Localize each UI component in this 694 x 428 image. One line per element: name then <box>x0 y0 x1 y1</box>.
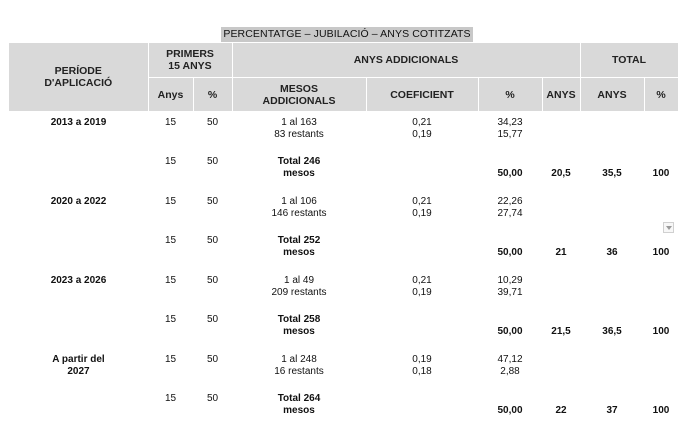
months-total-cell <box>232 230 366 270</box>
table-row <box>9 349 678 388</box>
months-cell <box>232 112 366 152</box>
pct-text: 15,77 <box>497 129 523 140</box>
first-years-cell: 15 <box>164 156 177 167</box>
months-cell <box>232 191 366 230</box>
header-mesos <box>232 78 366 112</box>
first-years-cell: 15 <box>164 393 177 404</box>
first-years-cell: 15 <box>164 235 177 246</box>
period-cell <box>9 270 148 309</box>
pct-text: 34,23 <box>497 117 523 128</box>
pct-text: 27,74 <box>497 208 523 219</box>
months-total-cell <box>232 151 366 191</box>
total-years-cell: 35,5 <box>602 167 622 179</box>
coef-text: 0,21 <box>412 117 432 128</box>
first-pct-cell: 50 <box>206 354 219 365</box>
coef-cell <box>366 270 478 309</box>
header-additional-years: ANYS ADDICIONALS <box>232 43 580 78</box>
months-text: 146 restants <box>271 208 327 219</box>
cell-dropdown-icon[interactable] <box>663 222 674 233</box>
header-total-anys: ANYS <box>580 78 644 112</box>
first-years-cell: 15 <box>164 117 177 128</box>
header-anys: Anys <box>148 78 193 112</box>
additional-pct-total-cell: 50,00 <box>497 325 523 337</box>
months-total-text: Total 264 <box>277 393 321 404</box>
months-text: 209 restants <box>271 287 327 298</box>
first-years-cell: 15 <box>164 196 177 207</box>
period-cell <box>9 349 148 388</box>
header-first15-line2: 15 ANYS <box>168 60 212 72</box>
pct-text: 47,12 <box>497 354 523 365</box>
first-pct-cell: 50 <box>206 196 219 207</box>
header-total: TOTAL <box>580 43 678 78</box>
header-coef: COEFICIENT <box>366 78 478 112</box>
total-pct-cell: 100 <box>652 404 670 416</box>
months-cell <box>232 349 366 388</box>
period-text: 2023 a 2026 <box>50 275 107 286</box>
months-text: 1 al 248 <box>281 354 317 365</box>
additional-years-cell: 22 <box>555 404 567 416</box>
additional-pct-cell <box>478 112 542 152</box>
table-row <box>9 191 678 230</box>
months-total-text: mesos <box>283 168 315 179</box>
coef-cell <box>366 112 478 152</box>
additional-pct-cell <box>478 270 542 309</box>
pct-text: 22,26 <box>497 196 523 207</box>
coef-cell <box>366 349 478 388</box>
header-pct-additional: % <box>478 78 542 112</box>
total-pct-cell: 100 <box>652 325 670 337</box>
months-total-cell <box>232 309 366 349</box>
table-row <box>9 112 678 152</box>
coef-text: 0,19 <box>412 354 432 365</box>
months-total-text: Total 258 <box>277 314 321 325</box>
pct-text: 39,71 <box>497 287 523 298</box>
coef-text: 0,18 <box>412 366 432 377</box>
table-row-total <box>9 388 678 428</box>
additional-pct-total-cell: 50,00 <box>497 246 523 258</box>
months-total-text: mesos <box>283 247 315 258</box>
table-row-total <box>9 151 678 191</box>
months-total-cell <box>232 388 366 428</box>
total-years-cell: 36 <box>606 246 618 258</box>
header-pct: % <box>193 78 232 112</box>
coef-text: 0,21 <box>412 196 432 207</box>
total-years-cell: 36,5 <box>602 325 622 337</box>
additional-years-cell: 20,5 <box>551 167 571 179</box>
header-mesos-line2: ADDICIONALS <box>262 94 336 107</box>
first-pct-cell: 50 <box>206 314 219 325</box>
table-row <box>9 270 678 309</box>
first-pct-cell: 50 <box>206 393 219 404</box>
months-text: 83 restants <box>274 129 324 140</box>
months-total-text: Total 252 <box>277 235 321 246</box>
header-period-line2: D'APLICACIÓ <box>44 77 113 89</box>
coef-text: 0,19 <box>412 287 432 298</box>
months-text: 16 restants <box>274 366 324 377</box>
header-period <box>9 43 148 112</box>
header-mesos-line1: MESOS <box>280 82 318 95</box>
header-first15-line1: PRIMERS <box>166 48 214 60</box>
first-pct-cell: 50 <box>206 235 219 246</box>
header-total-pct: % <box>644 78 678 112</box>
first-years-cell: 15 <box>164 314 177 325</box>
table-row-total <box>9 309 678 349</box>
total-pct-cell: 100 <box>652 246 670 258</box>
coef-text: 0,19 <box>412 208 432 219</box>
period-text: A partir del <box>52 354 105 365</box>
header-anys-additional: ANYS <box>542 78 580 112</box>
total-pct-cell: 100 <box>652 167 670 179</box>
period-text: 2027 <box>67 366 90 377</box>
pct-text: 2,88 <box>500 366 520 377</box>
first-pct-cell: 50 <box>206 156 219 167</box>
months-text: 1 al 106 <box>281 196 317 207</box>
period-text: 2020 a 2022 <box>50 196 107 207</box>
additional-years-cell: 21,5 <box>551 325 571 337</box>
coef-text: 0,21 <box>412 275 432 286</box>
first-pct-cell: 50 <box>206 117 219 128</box>
months-total-text: Total 246 <box>277 156 321 167</box>
pension-percentage-table <box>9 43 679 428</box>
additional-pct-total-cell: 50,00 <box>497 167 523 179</box>
first-pct-cell: 50 <box>206 275 219 286</box>
additional-pct-cell <box>478 191 542 230</box>
months-total-text: mesos <box>283 405 315 416</box>
additional-pct-total-cell: 50,00 <box>497 404 523 416</box>
header-first-15-years <box>148 43 232 78</box>
first-years-cell: 15 <box>164 275 177 286</box>
period-cell <box>9 191 148 230</box>
table-title: PERCENTATGE – JUBILACIÓ – ANYS COTITZATS <box>223 28 471 40</box>
total-years-cell: 37 <box>606 404 618 416</box>
coef-cell <box>366 191 478 230</box>
first-years-cell: 15 <box>164 354 177 365</box>
additional-pct-cell <box>478 349 542 388</box>
period-text: 2013 a 2019 <box>50 117 107 128</box>
table-row-total <box>9 230 678 270</box>
header-period-line1: PERÍODE <box>54 65 102 77</box>
period-cell <box>9 112 148 152</box>
coef-text: 0,19 <box>412 129 432 140</box>
pct-text: 10,29 <box>497 275 523 286</box>
months-text: 1 al 49 <box>283 275 315 286</box>
months-cell <box>232 270 366 309</box>
months-total-text: mesos <box>283 326 315 337</box>
additional-years-cell: 21 <box>555 246 567 258</box>
months-text: 1 al 163 <box>281 117 317 128</box>
